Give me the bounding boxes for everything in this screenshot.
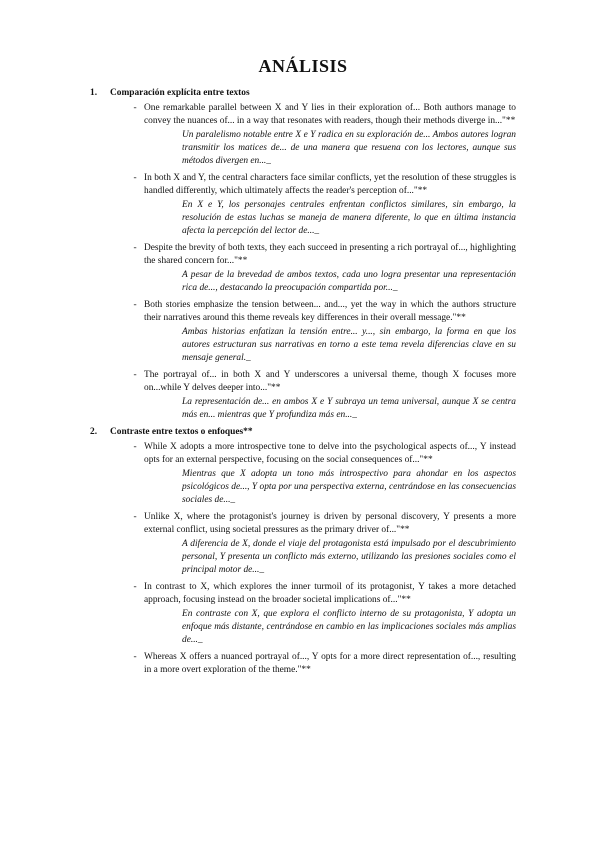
spanish-translation: En contraste con X, que explora el conflicto interno de su protagonista, Y adopta un enfoque más distante, centrándose en cambio en las implicaciones sociales más amplias de..._ (182, 609, 516, 645)
bullet-list (90, 102, 516, 422)
english-text: One remarkable parallel between X and Y lies in their exploration of... Both authors manage to convey the nuances of... in a way that resonates with readers, though their methods diverge in..."** (144, 103, 516, 126)
bullet-list (90, 441, 516, 677)
section-heading (90, 426, 516, 439)
spanish-translation: Un paralelismo notable entre X e Y radica en su exploración de... Ambos autores logran transmitir los matices de... de una manera que resuena con los lectores, aunque sus métodos divergen en..._ (182, 130, 516, 166)
list-item (90, 369, 516, 422)
section-title: Contraste entre textos o enfoques** (110, 427, 253, 437)
list-item (90, 299, 516, 365)
list-item (90, 511, 516, 577)
english-text: Whereas X offers a nuanced portrayal of..., Y opts for a more direct representation of..., resulting in a more overt exploration of the theme."** (144, 652, 516, 675)
dash-marker: - (133, 243, 137, 253)
list-item (90, 172, 516, 238)
spanish-translation: A diferencia de X, donde el viaje del protagonista está impulsado por el descubrimiento personal, Y presenta un conflicto más externo, utilizando las presiones sociales como el principal motor de..._ (182, 539, 516, 575)
english-text: While X adopts a more introspective tone to delve into the psychological aspects of..., Y instead opts for an external perspective, focusing on the social consequences of..."** (144, 442, 516, 465)
spanish-translation: La representación de... en ambos X e Y subraya un tema universal, aunque X se centra más en... mientras que Y profundiza más en..._ (182, 397, 516, 420)
section-heading (90, 87, 516, 100)
spanish-translation: A pesar de la brevedad de ambos textos, cada uno logra presentar una representación rica de..., destacando la preocupación compartida por..._ (182, 270, 516, 293)
section-title: Comparación explícita entre textos (110, 88, 250, 98)
english-text: The portrayal of... in both X and Y underscores a universal theme, though X focuses more on...while Y delves deeper into..."** (144, 370, 516, 393)
list-item (90, 242, 516, 295)
section-contrast (90, 426, 516, 677)
list-item (90, 581, 516, 647)
dash-marker: - (133, 512, 137, 522)
english-text: In contrast to X, which explores the inner turmoil of its protagonist, Y takes a more detached approach, focusing instead on the broader societal implications of..."** (144, 582, 516, 605)
dash-marker: - (133, 370, 137, 380)
spanish-translation: Mientras que X adopta un tono más introspectivo para ahondar en los aspectos psicológicos de..., Y opta por una perspectiva externa, centrándose en las consecuencias sociales de..._ (182, 469, 516, 505)
section-number: 2. (90, 427, 98, 437)
list-item (90, 651, 516, 677)
page-title: ANÁLISIS (258, 56, 348, 76)
list-item (90, 441, 516, 507)
dash-marker: - (133, 652, 137, 662)
dash-marker: - (133, 582, 137, 592)
english-text: Both stories emphasize the tension between... and..., yet the way in which the authors structure their narratives around this theme reveals key differences in their overall message."** (144, 300, 516, 323)
section-comparison (90, 87, 516, 422)
dash-marker: - (133, 300, 137, 310)
section-number: 1. (90, 88, 98, 98)
dash-marker: - (133, 103, 137, 113)
spanish-translation: En X e Y, los personajes centrales enfrentan conflictos similares, sin embargo, la resolución de estas luchas se maneja de manera diferente, lo que en última instancia afecta la percepción del lector de..._ (182, 200, 516, 236)
dash-marker: - (133, 442, 137, 452)
english-text: Despite the brevity of both texts, they each succeed in presenting a rich portrayal of..., highlighting the shared concern for..."** (144, 243, 516, 266)
english-text: In both X and Y, the central characters face similar conflicts, yet the resolution of these struggles is handled differently, which ultimately affects the reader's perception of..."** (144, 173, 516, 196)
list-item (90, 102, 516, 168)
spanish-translation: Ambas historias enfatizan la tensión entre... y..., sin embargo, la forma en que los autores estructuran sus narrativas en torno a este tema revela diferencias clave en su mensaje general._ (182, 327, 516, 363)
dash-marker: - (133, 173, 137, 183)
english-text: Unlike X, where the protagonist's journey is driven by personal discovery, Y presents a more external conflict, using societal pressures as the primary driver of..."** (144, 512, 516, 535)
